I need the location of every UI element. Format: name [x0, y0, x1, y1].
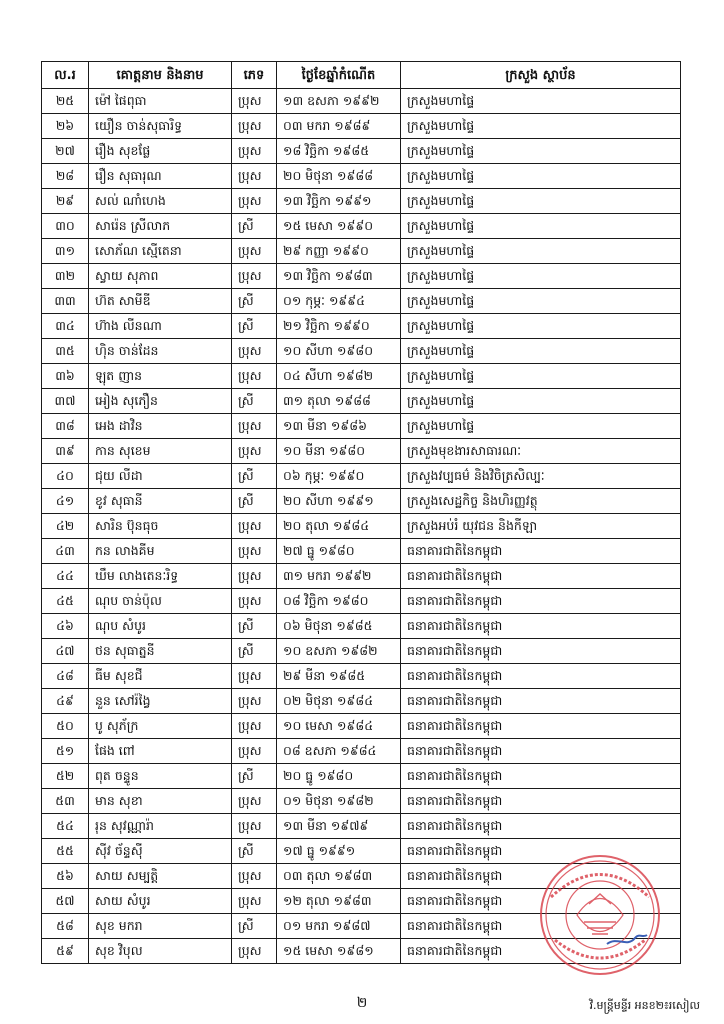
cell-dob: ១០ ឧសភា ១៩៨២	[277, 639, 401, 664]
cell-ministry: ធនាគារជាតិនៃកម្ពុជា	[401, 839, 681, 864]
cell-no: ៤១	[42, 489, 89, 514]
cell-dob: ១០ សីហា ១៩៨០	[277, 339, 401, 364]
cell-dob: ៣១ មករា ១៩៩២	[277, 564, 401, 589]
cell-name: រឿន សុធារុណ	[89, 164, 232, 189]
table-row	[42, 89, 681, 114]
cell-ministry: ធនាគារជាតិនៃកម្ពុជា	[401, 639, 681, 664]
cell-gender: ប្រុស	[232, 164, 277, 189]
cell-name: ពុត ចន្ទូន	[89, 764, 232, 789]
cell-no: ៣៥	[42, 339, 89, 364]
cell-name: បូ សុភ័ក្រ	[89, 714, 232, 739]
cell-name: ឡុត ញាន	[89, 364, 232, 389]
cell-ministry: ក្រសួងមហាផ្ទៃ	[401, 339, 681, 364]
cell-ministry: ក្រសួងវប្បធម៌ និងវិចិត្រសិល្បៈ	[401, 464, 681, 489]
cell-dob: ១៨ វិច្ឆិកា ១៩៨៥	[277, 139, 401, 164]
cell-name: ហ៊ាង លីនណា	[89, 314, 232, 339]
cell-gender: ប្រុស	[232, 514, 277, 539]
table-row	[42, 639, 681, 664]
table-row	[42, 939, 681, 964]
table-container	[41, 61, 680, 967]
personnel-table	[41, 61, 681, 964]
cell-gender: ប្រុស	[232, 689, 277, 714]
table-row	[42, 314, 681, 339]
cell-no: ៤៩	[42, 689, 89, 714]
cell-dob: ១៣ មីនា ១៩៨៦	[277, 414, 401, 439]
cell-ministry: ធនាគារជាតិនៃកម្ពុជា	[401, 689, 681, 714]
cell-dob: ១៥ មេសា ១៩៩០	[277, 214, 401, 239]
page-number: ២	[356, 995, 368, 1011]
table-row	[42, 914, 681, 939]
cell-no: ៣៩	[42, 439, 89, 464]
cell-gender: ស្រី	[232, 489, 277, 514]
footer-initials: វិ.មន្ត្រីមន្ទីរ អនខ២៖រសៀល	[589, 999, 700, 1012]
table-row	[42, 839, 681, 864]
table-row	[42, 164, 681, 189]
cell-gender: ប្រុស	[232, 439, 277, 464]
table-row	[42, 614, 681, 639]
table-row	[42, 489, 681, 514]
cell-name: ថន សុធាត្ននី	[89, 639, 232, 664]
cell-name: ជុយ លីដា	[89, 464, 232, 489]
cell-gender: ស្រី	[232, 764, 277, 789]
table-row	[42, 589, 681, 614]
table-row	[42, 364, 681, 389]
table-row	[42, 214, 681, 239]
cell-ministry: ក្រសួងមហាផ្ទៃ	[401, 314, 681, 339]
cell-dob: ០៤ សីហា ១៩៨២	[277, 364, 401, 389]
cell-gender: ស្រី	[232, 464, 277, 489]
cell-dob: ២០ តុលា ១៩៨៤	[277, 514, 401, 539]
cell-gender: ស្រី	[232, 839, 277, 864]
cell-dob: ២០ មិថុនា ១៩៨៨	[277, 164, 401, 189]
cell-gender: ស្រី	[232, 389, 277, 414]
cell-ministry: ធនាគារជាតិនៃកម្ពុជា	[401, 914, 681, 939]
cell-gender: ប្រុស	[232, 414, 277, 439]
cell-name: សាយ សំបូរ	[89, 889, 232, 914]
cell-dob: ២៩ មីនា ១៩៨៥	[277, 664, 401, 689]
cell-name: អេង ដាវិន	[89, 414, 232, 439]
cell-ministry: ធនាគារជាតិនៃកម្ពុជា	[401, 714, 681, 739]
table-row	[42, 789, 681, 814]
cell-ministry: ក្រសួងមហាផ្ទៃ	[401, 164, 681, 189]
cell-name: ហ៊ត សាមីឌី	[89, 289, 232, 314]
table-row	[42, 264, 681, 289]
cell-name: សារិន ប៊ុនធុច	[89, 514, 232, 539]
table-row	[42, 189, 681, 214]
cell-no: ៣១	[42, 239, 89, 264]
cell-no: ៥៦	[42, 864, 89, 889]
cell-dob: ០៦ មិថុនា ១៩៨៥	[277, 614, 401, 639]
cell-dob: ១៥ មេសា ១៩៨១	[277, 939, 401, 964]
table-row	[42, 514, 681, 539]
cell-name: កាន សុខេម	[89, 439, 232, 464]
cell-no: ២៦	[42, 114, 89, 139]
cell-no: ៥១	[42, 739, 89, 764]
cell-name: សោភ័ណ ស្មើតេនា	[89, 239, 232, 264]
cell-dob: ០៣ មករា ១៩៨៩	[277, 114, 401, 139]
cell-dob: ១០ មេសា ១៩៨៤	[277, 714, 401, 739]
cell-no: ៣៨	[42, 414, 89, 439]
cell-dob: ១៣ ឧសភា ១៩៩២	[277, 89, 401, 114]
cell-dob: ០៦ កុម្ភៈ ១៩៩០	[277, 464, 401, 489]
table-row	[42, 439, 681, 464]
table-row	[42, 689, 681, 714]
cell-ministry: ក្រសួងមហាផ្ទៃ	[401, 389, 681, 414]
cell-no: ៣០	[42, 214, 89, 239]
cell-ministry: ធនាគារជាតិនៃកម្ពុជា	[401, 564, 681, 589]
cell-gender: ប្រុស	[232, 264, 277, 289]
cell-gender: ប្រុស	[232, 589, 277, 614]
cell-name: សល់ ណាំហេង	[89, 189, 232, 214]
cell-no: ៤៧	[42, 639, 89, 664]
cell-name: នួន សៅរ៉ង្វៃ	[89, 689, 232, 714]
cell-no: ៥៩	[42, 939, 89, 964]
cell-no: ៥២	[42, 764, 89, 789]
table-row	[42, 464, 681, 489]
cell-gender: ប្រុស	[232, 114, 277, 139]
cell-no: ៤៥	[42, 589, 89, 614]
cell-dob: ១៧ ធ្នូ ១៩៩១	[277, 839, 401, 864]
cell-ministry: ធនាគារជាតិនៃកម្ពុជា	[401, 889, 681, 914]
cell-ministry: ក្រសួងមហាផ្ទៃ	[401, 364, 681, 389]
cell-no: ៥៤	[42, 814, 89, 839]
cell-dob: ០៨ ឧសភា ១៩៨៤	[277, 739, 401, 764]
cell-gender: ប្រុស	[232, 539, 277, 564]
cell-dob: ២៧ ធ្នូ ១៩៨០	[277, 539, 401, 564]
cell-gender: ប្រុស	[232, 864, 277, 889]
cell-dob: ០១ មករា ១៩៨៧	[277, 914, 401, 939]
cell-gender: ប្រុស	[232, 564, 277, 589]
cell-no: ៥៨	[42, 914, 89, 939]
cell-no: ៣៦	[42, 364, 89, 389]
cell-name: ផែង ពៅ	[89, 739, 232, 764]
cell-no: ៥៥	[42, 839, 89, 864]
cell-gender: ស្រី	[232, 914, 277, 939]
cell-name: ស៊ីវ ច័ន្ទស៊ី	[89, 839, 232, 864]
cell-name: សុខ មករា	[89, 914, 232, 939]
cell-ministry: ក្រសួងមហាផ្ទៃ	[401, 264, 681, 289]
cell-ministry: ក្រសួងមហាផ្ទៃ	[401, 414, 681, 439]
cell-gender: ប្រុស	[232, 339, 277, 364]
table-row	[42, 139, 681, 164]
cell-ministry: ក្រសួងមហាផ្ទៃ	[401, 189, 681, 214]
cell-dob: ០១ កុម្ភៈ ១៩៩៤	[277, 289, 401, 314]
cell-dob: ១០ មីនា ១៩៨០	[277, 439, 401, 464]
table-row	[42, 239, 681, 264]
table-row	[42, 864, 681, 889]
cell-ministry: ធនាគារជាតិនៃកម្ពុជា	[401, 814, 681, 839]
cell-no: ២៨	[42, 164, 89, 189]
header-no: ល.រ	[42, 62, 89, 89]
cell-no: ២៩	[42, 189, 89, 214]
cell-name: សុខ វិបុល	[89, 939, 232, 964]
cell-no: ៥៣	[42, 789, 89, 814]
cell-dob: ០៣ តុលា ១៩៨៣	[277, 864, 401, 889]
cell-dob: ២៩ កញ្ញា ១៩៩០	[277, 239, 401, 264]
table-row	[42, 389, 681, 414]
cell-name: សាយ សម្បត្តិ	[89, 864, 232, 889]
cell-gender: ស្រី	[232, 214, 277, 239]
cell-gender: ប្រុស	[232, 739, 277, 764]
cell-ministry: ក្រសួងមហាផ្ទៃ	[401, 114, 681, 139]
table-row	[42, 114, 681, 139]
table-row	[42, 714, 681, 739]
cell-ministry: ធនាគារជាតិនៃកម្ពុជា	[401, 589, 681, 614]
cell-dob: ១៣ វិច្ឆិកា ១៩៩១	[277, 189, 401, 214]
cell-no: ៤០	[42, 464, 89, 489]
cell-ministry: ធនាគារជាតិនៃកម្ពុជា	[401, 864, 681, 889]
table-row	[42, 564, 681, 589]
cell-no: ៥០	[42, 714, 89, 739]
cell-ministry: ធនាគារជាតិនៃកម្ពុជា	[401, 764, 681, 789]
cell-no: ៥៧	[42, 889, 89, 914]
cell-gender: ប្រុស	[232, 664, 277, 689]
table-row	[42, 664, 681, 689]
cell-ministry: ក្រសួងមហាផ្ទៃ	[401, 89, 681, 114]
cell-gender: ប្រុស	[232, 889, 277, 914]
cell-no: ៤៦	[42, 614, 89, 639]
cell-gender: ប្រុស	[232, 189, 277, 214]
cell-ministry: ក្រសួងមហាផ្ទៃ	[401, 214, 681, 239]
cell-gender: ស្រី	[232, 639, 277, 664]
cell-ministry: ធនាគារជាតិនៃកម្ពុជា	[401, 789, 681, 814]
table-row	[42, 414, 681, 439]
cell-name: ឃឹម លាងតេនៈរិទ្ធ	[89, 564, 232, 589]
cell-ministry: ធនាគារជាតិនៃកម្ពុជា	[401, 664, 681, 689]
cell-ministry: ធនាគារជាតិនៃកម្ពុជា	[401, 939, 681, 964]
cell-gender: ប្រុស	[232, 239, 277, 264]
cell-ministry: ធនាគារជាតិនៃកម្ពុជា	[401, 739, 681, 764]
cell-gender: ប្រុស	[232, 89, 277, 114]
cell-gender: ប្រុស	[232, 939, 277, 964]
cell-gender: ប្រុស	[232, 714, 277, 739]
cell-no: ៣៣	[42, 289, 89, 314]
cell-name: រុន សុវណ្ណារ៉ា	[89, 814, 232, 839]
cell-dob: ០២ មិថុនា ១៩៨៤	[277, 689, 401, 714]
cell-name: ម៉ៅ ផៃពុធា	[89, 89, 232, 114]
cell-no: ៣២	[42, 264, 89, 289]
cell-gender: ស្រី	[232, 314, 277, 339]
table-row	[42, 539, 681, 564]
cell-gender: ស្រី	[232, 614, 277, 639]
cell-dob: ០១ មិថុនា ១៩៨២	[277, 789, 401, 814]
cell-ministry: ក្រសួងមហាផ្ទៃ	[401, 139, 681, 164]
cell-gender: ប្រុស	[232, 789, 277, 814]
cell-no: ៤២	[42, 514, 89, 539]
cell-dob: ៣១ តុលា ១៩៨៨	[277, 389, 401, 414]
table-row	[42, 764, 681, 789]
cell-dob: ២០ ធ្នូ ១៩៨០	[277, 764, 401, 789]
cell-name: មាន សុខា	[89, 789, 232, 814]
cell-no: ៤៤	[42, 564, 89, 589]
cell-gender: ប្រុស	[232, 364, 277, 389]
cell-name: កន លាងគីម	[89, 539, 232, 564]
cell-ministry: ក្រសួងសេដ្ឋកិច្ច និងហិរញ្ញវត្ថុ	[401, 489, 681, 514]
cell-ministry: ធនាគារជាតិនៃកម្ពុជា	[401, 614, 681, 639]
table-header-row	[42, 62, 681, 89]
cell-ministry: ក្រសួងមហាផ្ទៃ	[401, 239, 681, 264]
cell-dob: ០៨ វិច្ឆិកា ១៩៨០	[277, 589, 401, 614]
cell-gender: ប្រុស	[232, 814, 277, 839]
cell-dob: ២០ សីហា ១៩៩១	[277, 489, 401, 514]
cell-no: ២៧	[42, 139, 89, 164]
cell-gender: ប្រុស	[232, 139, 277, 164]
header-name: គោត្តនាម និងនាម	[89, 62, 232, 89]
cell-ministry: ក្រសួងមហាផ្ទៃ	[401, 289, 681, 314]
cell-name: សារ៉េន ស្រីលាភ	[89, 214, 232, 239]
cell-name: ស្វាយ សុភាព	[89, 264, 232, 289]
cell-ministry: ក្រសួងមុខងារសាធារណៈ	[401, 439, 681, 464]
cell-ministry: ធនាគារជាតិនៃកម្ពុជា	[401, 539, 681, 564]
header-gender: ភេទ	[232, 62, 277, 89]
cell-ministry: ក្រសួងអប់រំ យុវជន និងកីឡា	[401, 514, 681, 539]
table-row	[42, 814, 681, 839]
cell-name: យឿន ចាន់សុធារិទ្ធ	[89, 114, 232, 139]
table-row	[42, 739, 681, 764]
cell-name: ណុប ចាន់ប៉ុល	[89, 589, 232, 614]
cell-name: ហ៊ិន ចាន់ដែន	[89, 339, 232, 364]
cell-name: ធីម សុខជី	[89, 664, 232, 689]
table-row	[42, 889, 681, 914]
cell-no: ៣៤	[42, 314, 89, 339]
table-body	[42, 89, 681, 964]
cell-no: ៤៣	[42, 539, 89, 564]
cell-dob: ២១ វិច្ឆិកា ១៩៩០	[277, 314, 401, 339]
header-ministry: ក្រសួង ស្ថាប័ន	[401, 62, 681, 89]
cell-dob: ១២ តុលា ១៩៨៣	[277, 889, 401, 914]
cell-dob: ១៣ វិច្ឆិកា ១៩៨៣	[277, 264, 401, 289]
cell-no: ៣៧	[42, 389, 89, 414]
cell-gender: ស្រី	[232, 289, 277, 314]
cell-name: ណុប សំបូរ	[89, 614, 232, 639]
table-row	[42, 339, 681, 364]
cell-no: ២៥	[42, 89, 89, 114]
cell-no: ៤៨	[42, 664, 89, 689]
cell-name: អៀង សុភឿន	[89, 389, 232, 414]
cell-name: រឿង សុខផ្លែ	[89, 139, 232, 164]
cell-name: ខូវ សុធានី	[89, 489, 232, 514]
cell-dob: ១៣ មីនា ១៩៧៩	[277, 814, 401, 839]
table-row	[42, 289, 681, 314]
header-dob: ថ្ងៃខែឆ្នាំកំណើត	[277, 62, 401, 89]
